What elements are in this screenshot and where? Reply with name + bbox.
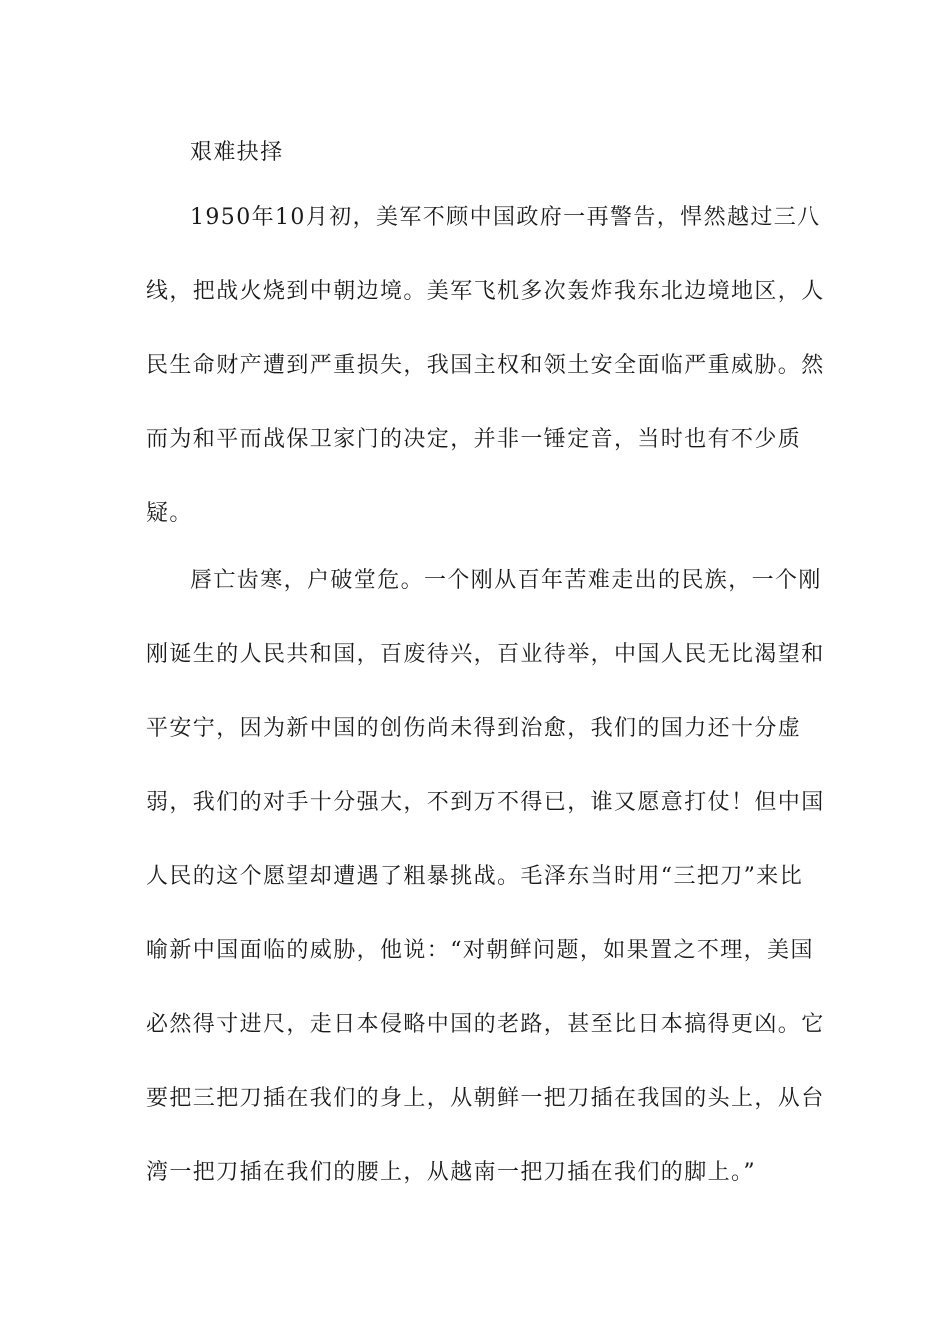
- paragraph-line: 弱，我们的对手十分强大，不到万不得已，谁又愿意打仗！但中国: [146, 790, 825, 815]
- paragraph-line: 必然得寸进尺，走日本侵略中国的老路，甚至比日本搞得更凶。它: [146, 1012, 825, 1037]
- paragraph-line: 平安宁，因为新中国的创伤尚未得到治愈，我们的国力还十分虚: [146, 716, 802, 741]
- paragraph-line: 疑。: [146, 501, 193, 526]
- paragraph-line: 要把三把刀插在我们的身上，从朝鲜一把刀插在我国的头上，从台: [146, 1086, 825, 1111]
- paragraph-line: 1950年10月初，美军不顾中国政府一再警告，悍然越过三八: [190, 205, 821, 230]
- paragraph-line: 民生命财产遭到严重损失，我国主权和领土安全面临严重威胁。然: [146, 353, 825, 378]
- paragraph-line: 线，把战火烧到中朝边境。美军飞机多次轰炸我东北边境地区，人: [146, 279, 825, 304]
- section-heading: 艰难抉择: [190, 140, 284, 165]
- paragraph-line: 湾一把刀插在我们的腰上，从越南一把刀插在我们的脚上。”: [146, 1160, 757, 1185]
- paragraph-line: 喻新中国面临的威胁，他说：“对朝鲜问题，如果置之不理，美国: [146, 938, 814, 963]
- paragraph-line: 而为和平而战保卫家门的决定，并非一锤定音，当时也有不少质: [146, 427, 802, 452]
- paragraph-line: 唇亡齿寒，户破堂危。一个刚从百年苦难走出的民族，一个刚: [190, 568, 822, 593]
- paragraph-line: 人民的这个愿望却遭遇了粗暴挑战。毛泽东当时用“三把刀”来比: [146, 864, 804, 889]
- paragraph-line: 刚诞生的人民共和国，百废待兴，百业待举，中国人民无比渴望和: [146, 642, 825, 667]
